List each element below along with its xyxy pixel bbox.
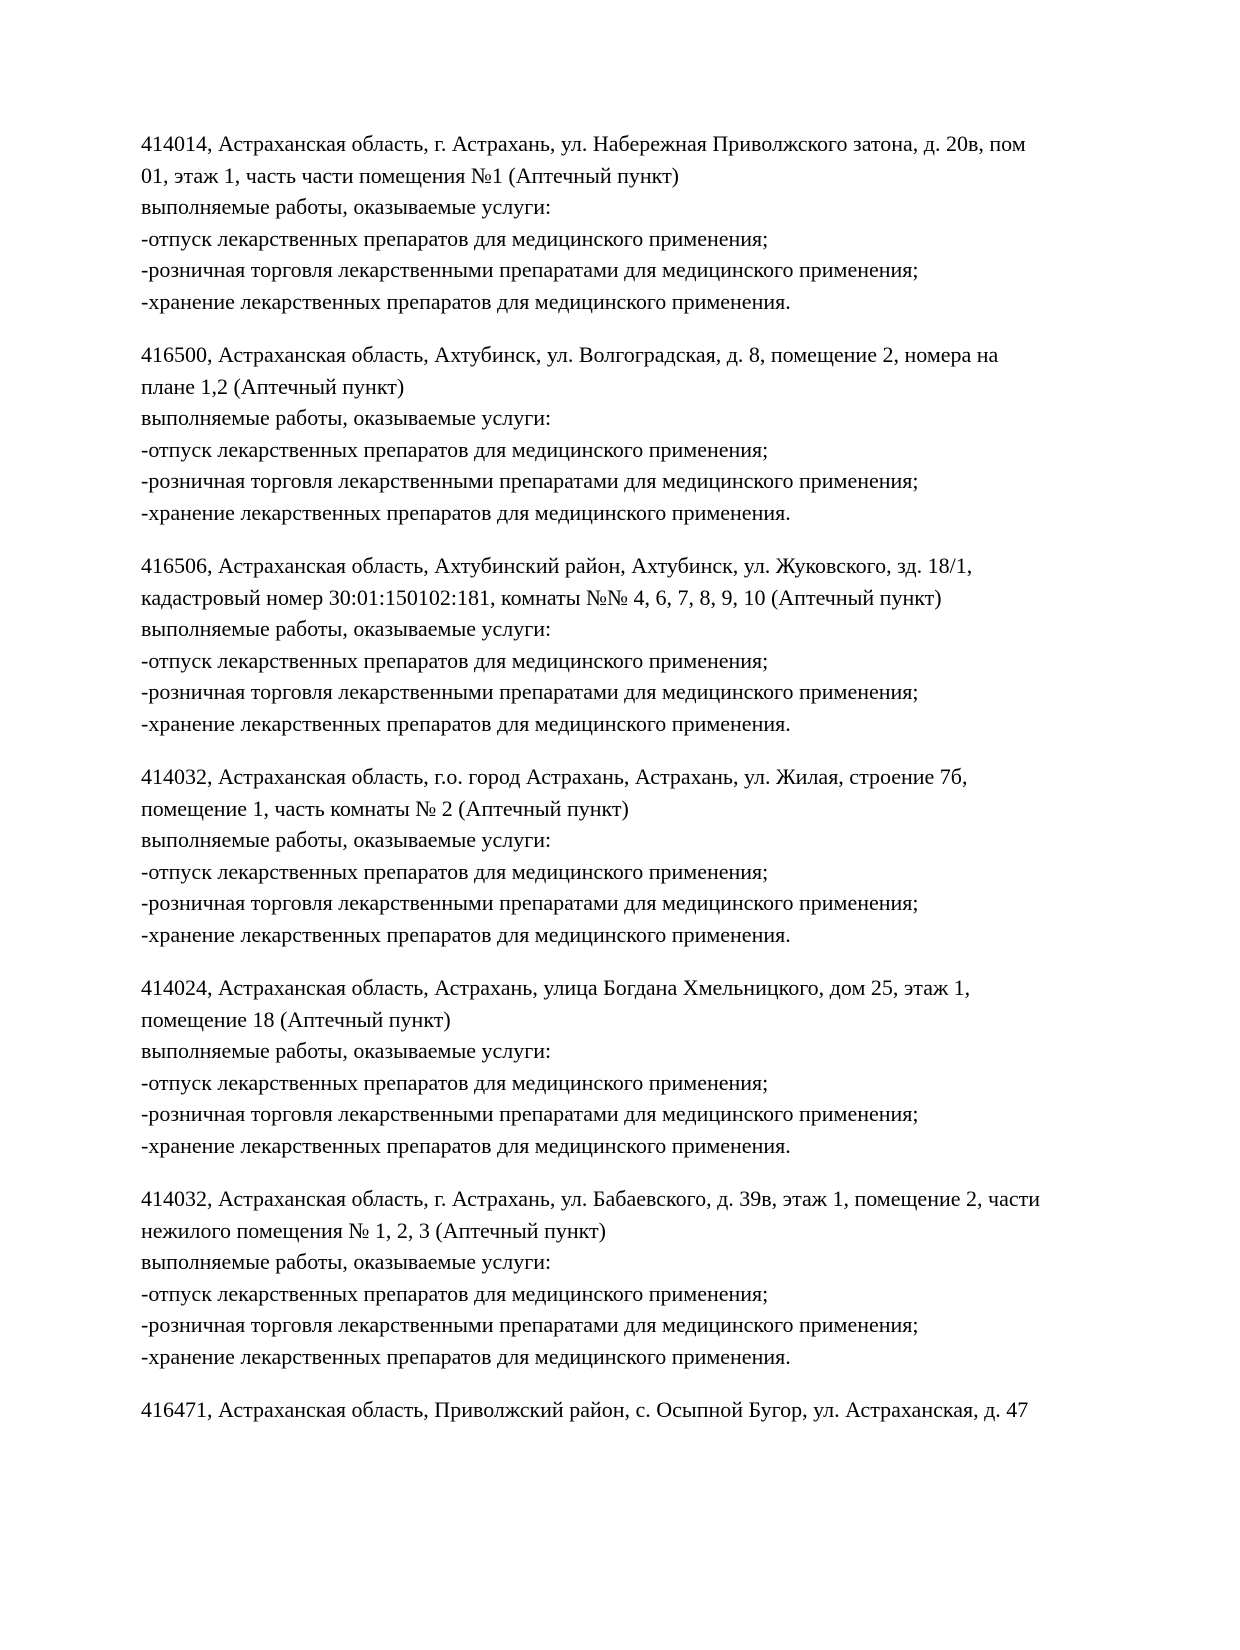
pharmacy-entry-414024-astrakhan-khmelnitskogo: 414024, Астраханская область, Астрахань, улица Богдана Хмельницкого, дом 25, этаж 1, помещение 18 (Аптечный пункт) выполняемые работы, оказываемые услуги: -отпуск лекарственных препаратов для медицинского применения; -розничная торговля лекарственными препаратами для медицинского применения; -хранение лекарственных препаратов для медицинского применения. — [141, 975, 971, 1158]
pharmacy-entry-414014-astrakhan-naberezhnaya: 414014, Астраханская область, г. Астрахань, ул. Набережная Приволжского затона, д. 20в, пом 01, этаж 1, часть части помещения №1 (Аптечный пункт) выполняемые работы, оказываемые услуги: -отпуск лекарственных препаратов для медицинского применения; -розничная торговля лекарственными препаратами для медицинского применения; -хранение лекарственных препаратов для медицинского применения. — [141, 131, 1026, 314]
pharmacy-entry-416500-akhtubinsk-volgogradskaya: 416500, Астраханская область, Ахтубинск, ул. Волгоградская, д. 8, помещение 2, номера на плане 1,2 (Аптечный пункт) выполняемые работы, оказываемые услуги: -отпуск лекарственных препаратов для медицинского применения; -розничная торговля лекарственными препаратами для медицинского применения; -хранение лекарственных препаратов для медицинского применения. — [141, 342, 999, 525]
pharmacy-entry-416471-osypnoy-bugor: 416471, Астраханская область, Приволжский район, с. Осыпной Бугор, ул. Астраханская, д. 47 — [141, 1397, 1029, 1422]
pharmacy-entry-414032-astrakhan-zhilaya: 414032, Астраханская область, г.о. город Астрахань, Астрахань, ул. Жилая, строение 7б, помещение 1, часть комнаты № 2 (Аптечный пункт) выполняемые работы, оказываемые услуги: -отпуск лекарственных препаратов для медицинского применения; -розничная торговля лекарственными препаратами для медицинского применения; -хранение лекарственных препаратов для медицинского применения. — [141, 764, 968, 947]
pharmacy-entry-414032-astrakhan-babaevskogo: 414032, Астраханская область, г. Астрахань, ул. Бабаевского, д. 39в, этаж 1, помещение 2, части нежилого помещения № 1, 2, 3 (Аптечный пункт) выполняемые работы, оказываемые услуги: -отпуск лекарственных препаратов для медицинского применения; -розничная торговля лекарственными препаратами для медицинского применения; -хранение лекарственных препаратов для медицинского применения. — [141, 1186, 1040, 1369]
pharmacy-entry-416506-akhtubinsk-zhukovskogo: 416506, Астраханская область, Ахтубинский район, Ахтубинск, ул. Жуковского, зд. 18/1, кадастровый номер 30:01:150102:181, комнаты №№ 4, 6, 7, 8, 9, 10 (Аптечный пункт) выполняемые работы, оказываемые услуги: -отпуск лекарственных препаратов для медицинского применения; -розничная торговля лекарственными препаратами для медицинского применения; -хранение лекарственных препаратов для медицинского применения. — [141, 553, 973, 736]
